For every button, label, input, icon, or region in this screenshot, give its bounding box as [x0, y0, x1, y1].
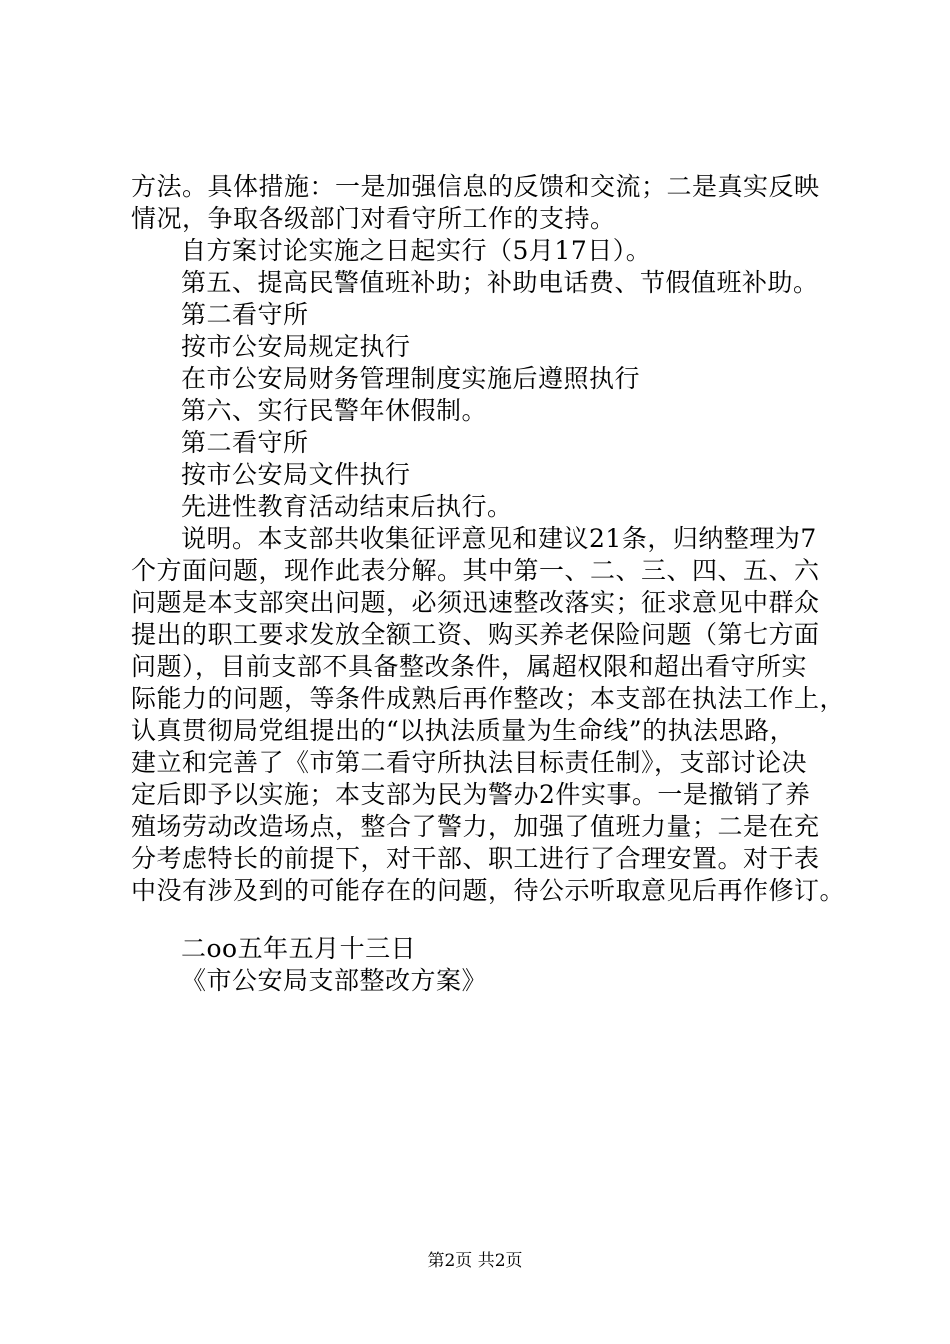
body-line: 情况，争取各级部门对看守所工作的支持。 [131, 204, 616, 233]
explanation-line: 际能力的问题，等条件成熟后再作整改；本支部在执法工作上， [131, 684, 846, 713]
explanation-line: 建立和完善了《市第二看守所执法目标责任制》，支部讨论决 [131, 748, 808, 777]
item-line: 在市公安局财务管理制度实施后遵照执行 [181, 364, 641, 393]
body-line: 方法。具体措施：一是加强信息的反馈和交流；二是真实反映 [131, 172, 820, 201]
document-date: 二oo五年五月十三日 [181, 934, 417, 963]
explanation-line: 殖场劳动改造场点，整合了警力，加强了值班力量；二是在充 [131, 812, 820, 841]
item-line: 先进性教育活动结束后执行。 [181, 492, 513, 521]
explanation-line: 认真贯彻局党组提出的“以执法质量为生命线”的执法思路， [131, 716, 796, 745]
page-footer [0, 1250, 950, 1272]
document-body [131, 171, 851, 997]
explanation-line: 分考虑特长的前提下，对干部、职工进行了合理安置。对于表 [131, 844, 820, 873]
item-line: 按市公安局文件执行 [181, 460, 411, 489]
paragraph-gap [131, 907, 851, 933]
item-line: 第六、实行民警年休假制。 [181, 396, 488, 425]
explanation-line: 中没有涉及到的可能存在的问题，待公示听取意见后再作修订。 [131, 876, 846, 905]
explanation-line: 问题是本支部突出问题，必须迅速整改落实；征求意见中群众 [131, 588, 820, 617]
document-title: 《市公安局支部整改方案》 [181, 966, 488, 995]
item-line: 自方案讨论实施之日起实行（5月17日）。 [181, 236, 652, 265]
explanation-line: 说明。本支部共收集征评意见和建议21条，归纳整理为7 [181, 524, 817, 553]
explanation-paragraph [131, 523, 851, 907]
explanation-line: 定后即予以实施；本支部为民为警办2件实事。一是撤销了养 [131, 780, 811, 809]
item-line: 第五、提高民警值班补助；补助电话费、节假值班补助。 [181, 268, 819, 297]
explanation-line: 提出的职工要求发放全额工资、购买养老保险问题（第七方面 [131, 620, 820, 649]
item-line: 按市公安局规定执行 [181, 332, 411, 361]
explanation-line: 问题），目前支部不具备整改条件，属超权限和超出看守所实 [131, 652, 808, 681]
page-number: 第2页 共2页 [427, 1251, 523, 1271]
explanation-line: 个方面问题，现作此表分解。其中第一、二、三、四、五、六 [131, 556, 820, 585]
item-line: 第二看守所 [181, 300, 309, 329]
item-line: 第二看守所 [181, 428, 309, 457]
